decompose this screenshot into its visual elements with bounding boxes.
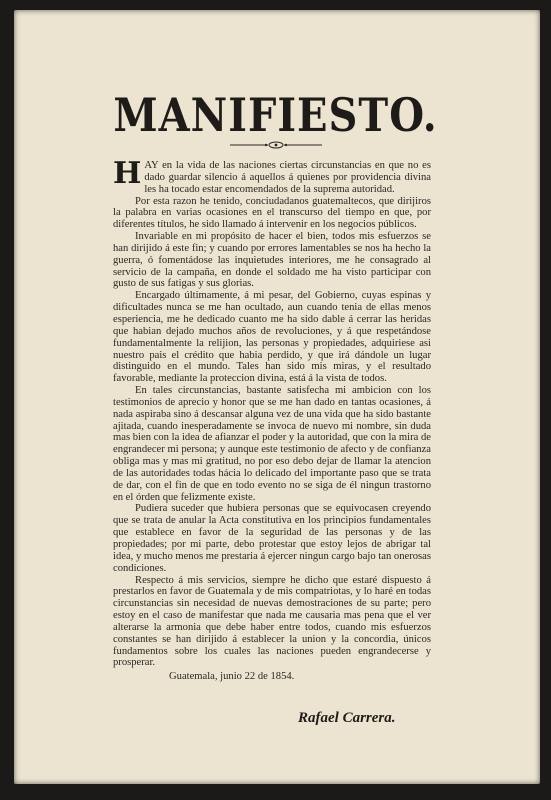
paragraph-4: Encargado últimamente, á mi pesar, del Gobierno, cuyas espinas y dificultades nunca se me han ocultado, aun cuando tenia de ellas menos esperiencia, me he dedicado cuanto me ha sido dable á cerrar las heridas que habian dejado muchos años de revoluciones, y á que respetándose fundamentalmente la relijion, las personas y propiedades, adquiriese asi nuestro pais el crédito que habia perdido, y que irá dándole un lugar distinguido en el mundo. Tales han sido mis miras, y el resultado favorable, mediante la proteccion divina, está á la vista de todos. (113, 290, 431, 385)
paragraph-5: En tales circunstancias, bastante satisfecha mi ambicion con los testimonios de aprecio y honor que se me han dado en tantas ocasiones, á nada aspiraba sino á descansar alguna vez de una vida que ha sido bastante ajitada, cuando inesperadamente se invoca de nuevo mi nombre, sin duda mas bien con la idea de afianzar el poder y la autoridad, que con la mira de engrandecer mi persona; y aunque este testimonio de afecto y de confianza obliga mas y mas mi gratitud, no por eso debo dejar de llamar la atencion de las autoridades todas hácia lo delicado del importante paso que se trata de dar, con el fin de que en todo evento no se siga de él ningun trastorno en el órden que felizmente existe. (113, 385, 431, 503)
signature: Rafael Carrera. (298, 710, 396, 726)
paragraph-3: Invariable en mi propósito de hacer el bien, todos mis esfuerzos se han dirijido á este fin; y cuando por errores lamentables se nos ha hecho la guerra, ó fomentádose las inquietudes interiores, me he consagrado al servicio de la campaña, en donde el soldado me ha visto participar con gusto de sus fatigas y sus glorias. (113, 231, 431, 290)
document-title: MANIFIESTO. (113, 88, 438, 143)
manifesto-body (113, 156, 431, 683)
drop-cap: H (113, 156, 142, 191)
paragraph-1-text: AY en la vida de las naciones ciertas circunstancias en que no es dado guardar silencio á aquellos á quienes por providencia divina les ha tocado estar encomendados de la suprema autoridad. (144, 160, 431, 195)
dateline: Guatemala, junio 22 de 1854. (169, 671, 295, 683)
paragraph-6: Pudiera suceder que hubiera personas que se equivocasen creyendo que se trata de anular la Acta constitutiva en los principios fundamentales que establece en favor de la seguridad de las personas y de las propiedades; por mi parte, debo protestar que estoy lejos de abrigar tal idea, y mucho menos me prestaria á ejercer ningun cargo bajo tan onerosas condiciones. (113, 503, 431, 574)
paragraph-7: Respecto á mis servicios, siempre he dicho que estaré dispuesto á prestarlos en favor de Guatemala y de mis compatriotas, y lo haré en todas circunstancias sin necesidad de nuevas demostraciones de su parte; pero estoy en el caso de manifestar que nada me causaria mas pena que el ver alterarse la armonia que debe haber entre todos, cuando mis esfuerzos constantes se han dirijido á establecer la union y la concordia, únicos fundamentos sobre los cuales las naciones pueden engrandecerse y prosperar. (113, 574, 431, 669)
ornament-divider-icon (228, 140, 324, 150)
paragraph-2: Por esta razon he tenido, conciudadanos guatemaltecos, que dirijiros la palabra en varias ocasiones en el transcurso del tiempo en que, por diferentes títulos, he sido llamado á intervenir en los negocios públicos. (113, 195, 431, 231)
paragraph-1 (113, 156, 431, 196)
